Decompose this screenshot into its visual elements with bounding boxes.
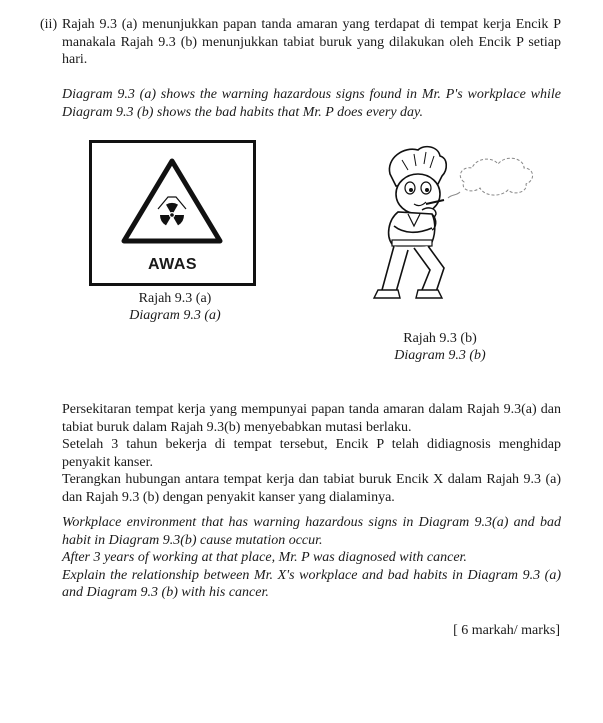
sign-label: AWAS bbox=[147, 256, 198, 273]
smoking-boy-icon bbox=[352, 140, 542, 320]
body-malay-paragraph: Terangkan hubungan antara tempat kerja dan tabiat buruk Encik X dalam Rajah 9.3 (a) dan Rajah 9.3 (b) dengan penyakit kanser yang dialaminya. bbox=[62, 472, 561, 505]
figure-a-caption-english: Diagram 9.3 (a) bbox=[129, 308, 221, 323]
body-english-paragraph: After 3 years of working at that place, Mr. P was diagnosed with cancer. bbox=[62, 550, 467, 565]
body-malay-paragraph: Setelah 3 tahun bekerja di tempat tersebut, Encik P telah didiagnosis menghidap penyakit kanser. bbox=[62, 437, 561, 470]
body-english-paragraph: Workplace environment that has warning hazardous signs in Diagram 9.3(a) and bad habit in Diagram 9.3(b) cause mutation occur. bbox=[62, 515, 561, 548]
question-intro-english: Diagram 9.3 (a) shows the warning hazardous signs found in Mr. P's workplace while Diagram 9.3 (b) shows the bad habits that Mr. P does every day. bbox=[62, 87, 561, 120]
question-number: (ii) bbox=[40, 17, 58, 32]
figure-b-caption-english: Diagram 9.3 (b) bbox=[394, 348, 486, 363]
question-intro-malay: Rajah 9.3 (a) menunjukkan papan tanda amaran yang terdapat di tempat kerja Encik P manakala Rajah 9.3 (b) menunjukkan tabiat buruk yang dilakukan oleh Encik P setiap hari. bbox=[62, 17, 561, 67]
marks-label: [ 6 markah/ marks] bbox=[453, 623, 560, 638]
figure-a-caption-malay: Rajah 9.3 (a) bbox=[138, 291, 212, 306]
body-text-english bbox=[62, 514, 561, 602]
body-malay-paragraph: Persekitaran tempat kerja yang mempunyai papan tanda amaran dalam Rajah 9.3(a) dan tabiat buruk dalam Rajah 9.3(b) menyebabkan mutasi berlaku. bbox=[62, 402, 561, 435]
figure-b-caption-malay: Rajah 9.3 (b) bbox=[403, 331, 477, 346]
body-text-malay bbox=[62, 401, 561, 506]
warning-sign bbox=[89, 140, 256, 286]
body-english-paragraph: Explain the relationship between Mr. X's workplace and bad habits in Diagram 9.3 (a) and Diagram 9.3 (b) with his cancer. bbox=[62, 567, 561, 600]
